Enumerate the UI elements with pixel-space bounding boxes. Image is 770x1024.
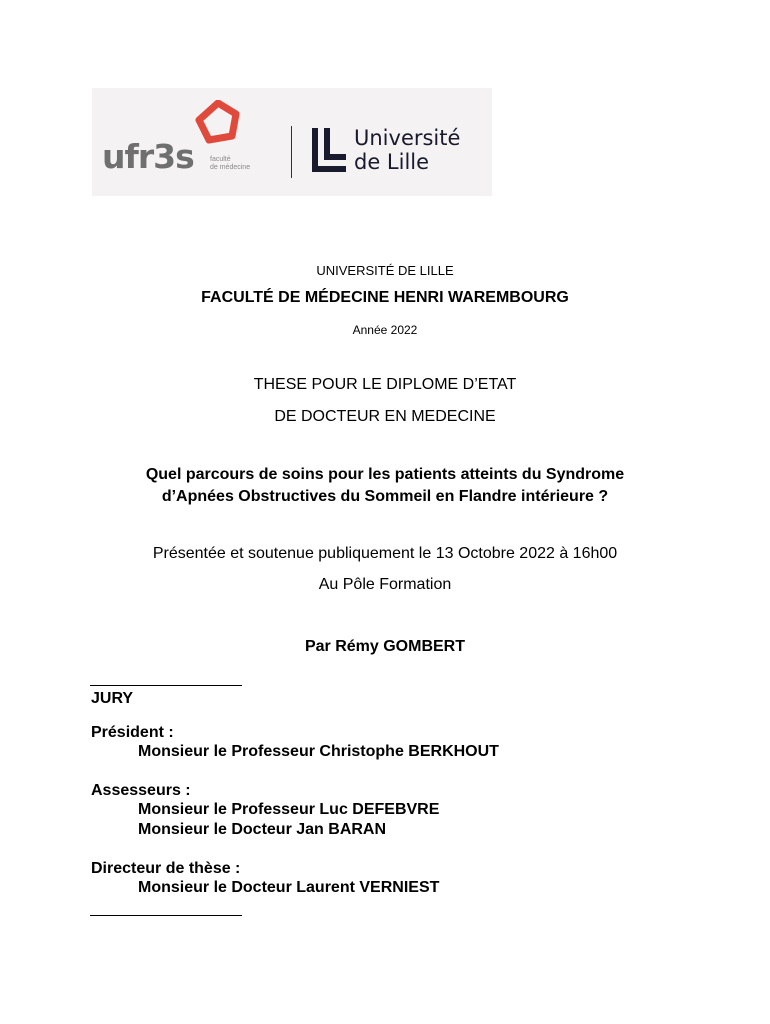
president-name: Monsieur le Professeur Christophe BERKHOUT xyxy=(138,743,499,760)
assessor-name: Monsieur le Docteur Jan BARAN xyxy=(138,821,387,838)
jury-bottom-rule xyxy=(90,915,242,916)
university-name: UNIVERSITÉ DE LILLE xyxy=(316,263,454,278)
president-role: Président : xyxy=(91,724,174,741)
ufr3s-subtitle-line2: de médecine xyxy=(210,164,251,171)
ufr3s-logo xyxy=(102,100,282,180)
ufr3s-subtitle-line1: faculté xyxy=(210,156,231,163)
lille-wordmark-line2: de Lille xyxy=(354,150,430,174)
assessors-role: Assesseurs : xyxy=(91,782,191,799)
academic-year: Année 2022 xyxy=(352,323,418,337)
universite-de-lille-wordmark xyxy=(354,126,460,174)
director-name: Monsieur le Docteur Laurent VERNIEST xyxy=(138,879,440,896)
thesis-type-line2: DE DOCTEUR EN MEDECINE xyxy=(274,408,496,425)
thesis-title-line2: d’Apnées Obstructives du Sommeil en Flandre intérieure ? xyxy=(161,488,609,505)
logo-divider xyxy=(291,126,292,178)
ufr3s-wordmark: ufr3s xyxy=(102,137,194,176)
header-logos xyxy=(92,88,492,196)
assessor-name: Monsieur le Professeur Luc DEFEBVRE xyxy=(138,801,440,818)
jury-label: JURY xyxy=(91,690,134,707)
defense-venue: Au Pôle Formation xyxy=(318,576,452,593)
thesis-author: Par Rémy GOMBERT xyxy=(304,638,466,655)
ufr3s-subtitle xyxy=(210,156,260,172)
thesis-title-line1: Quel parcours de soins pour les patients atteints du Syndrome xyxy=(145,466,625,483)
pentagon-icon xyxy=(194,100,240,146)
jury-top-rule xyxy=(90,685,242,686)
director-role: Directeur de thèse : xyxy=(91,860,241,877)
lille-wordmark-line1: Université xyxy=(354,126,461,150)
faculty-name: FACULTÉ DE MÉDECINE HENRI WAREMBOURG xyxy=(201,289,569,306)
lille-mark-icon xyxy=(310,128,348,174)
defense-date: Présentée et soutenue publiquement le 13 Octobre 2022 à 16h00 xyxy=(152,545,618,562)
thesis-type-line1: THESE POUR LE DIPLOME D’ETAT xyxy=(253,376,517,393)
